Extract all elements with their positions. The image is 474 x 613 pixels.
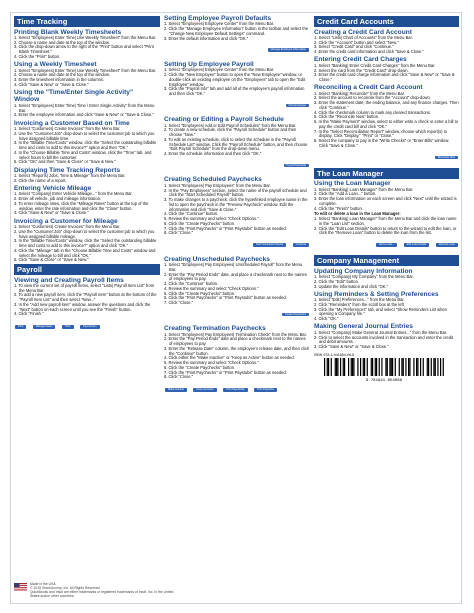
heading-reminders: Using Reminders & Setting Preferences [314,290,439,298]
step-item: 4. Click the checkmark column to mark any cleared transactions. [314,109,431,115]
column-2 [164,15,310,601]
print-paystubs-button-sample: Print Paystubs [254,388,277,391]
step-item: 4. Click either the "Make Inactive" or "Keep as Active" button as needed. [164,355,295,361]
step-item: 3. Enter the default information and click "OK." [164,35,249,41]
step-item: 3. In the "Add new payroll item" window, answer the questions and click the "Next" button on each screen until you see the "Finish" button. [14,301,151,312]
step-item: 3. In the "Billable Time/Costs" window, click the "Select the outstanding billable time and costs to add to this invoice?" option and then "OK." [14,140,157,151]
mileage-rates-button-sample: Mileage Rates [33,325,56,328]
print-button-sample: Print [15,325,26,328]
step-item: 4. Click the "Mileage" tab in the "Choose Billable Time and Costs" window and select the mileage to bill and click "OK." [14,247,156,258]
step-item: 4. Click "Save & New" or "Save & Close." [14,81,89,87]
step-item: 2. Use the "Customer:Job" drop-down to select the customer:job to which you have assigned billable mileage. [14,228,155,239]
start-payroll-button-sample: Start Scheduled Payroll [253,243,286,246]
heading-payroll-schedule: Creating or Editing a Payroll Schedule [164,116,284,124]
step-item: 7. Click "Close." [164,300,194,306]
section-bar-loan-manager: The Loan Manager [314,168,459,179]
steps-loan-manager [314,188,459,212]
step-item: 1. Select "Employees| Pay Employees| Termination Check" from the Menu Bar. [164,331,307,337]
step-item: 1. Select "Employees| Pay Employees" from the Menu Bar. [164,182,271,188]
heading-journal-entries: Making General Journal Entries [314,323,413,331]
step-item: 1. To view the current set of payroll items, select "Lists| Payroll Item List" from the Menu Bar. [14,282,155,293]
heading-reconcile-credit-card: Reconciling a Credit Card Account [314,84,423,92]
steps-single-activity [14,104,160,118]
step-item: 1. Select "Employees| Employee Center" from the Menu Bar. [164,21,275,27]
step-item: 1. Select "Banking| Enter Credit Card Charges" from the Menu Bar. [314,62,436,68]
section-bar-time-tracking: Time Tracking [14,16,160,27]
manage-employee-button-sample: Manage Employee Information [268,48,309,51]
steps-scheduled-paychecks [164,184,310,236]
step-item: 8. Click "Close." [164,374,194,380]
steps-reconcile-credit-card [314,92,459,149]
heading-employee-payroll: Setting Up Employee Payroll [164,60,254,68]
step-item: 5. Click the "Reconcile Now" button. [314,114,380,120]
step-item: 2. Click the "New Employee" button to open the "New Employee" window, or double-click an existing employee on the "Employees" tab to open the "Edit Employee" window. [164,72,306,87]
new-employee-button-sample: New Employee [286,104,309,107]
step-item: 2. Use the "Customer:Job" drop-down to select the customer:job to which you have assigned billable time. [14,130,155,141]
step-item: 5. Review the summary and select "Check Options." [164,216,259,222]
step-item: 2. Click the "Edit" button. [314,278,360,284]
step-item: 6. Click the "Print Paychecks" or "Print Paystubs" button as needed. [164,295,287,301]
step-item: 2. Click the "Manage Employee Information" button in the toolbar and select the "Change New Employee Default Settings" command. [164,26,308,36]
step-item: 1. Select "Employees| Pay Employees| Unscheduled Payroll" from the Menu Bar. [164,262,303,272]
step-item: 2. To add a new payroll item, click the "Payroll Item" button at the bottom of the "Payroll Item List" and then select "New..." [14,292,157,303]
step-item: 5. Click "Save & Close" or "Save & New." [14,257,89,263]
step-item: 4. Click the "Print" button. [14,53,61,59]
step-item: 2. Enter all vehicle, job and mileage information. [14,196,102,202]
step-item: 2. Enter the "Pay Period Ends" date and place a checkmark next to the names of employees to pay. [164,336,306,347]
step-item: 1. Select "Employees| Employee Center" from the Menu Bar. [164,67,275,73]
step-item: 1. Select "Employees| Add or Edit Payroll Schedules" from the Menu Bar. [164,122,297,128]
steps-time-reports [14,174,160,184]
steps-credit-card-account [314,36,459,55]
edit-loan-button-sample: Edit Loan Details [404,243,430,246]
reconcile-now-button-sample: Reconcile Now [435,156,458,159]
trademark-text: QuickBooks and Intuit are either trademarks or registered trademarks of Intuit, Inc. in the United States and/or other countries. [30,589,174,598]
column-1 [14,15,160,601]
steps-payroll-schedule [164,124,310,157]
step-item: 5. Click "OK" and then "Save & Close" or "Save & New." [14,159,116,165]
isbn-number: ISBN 978-1-941854-06-8 [314,352,355,357]
step-item: 3. To enter mileage rates, click the "Mileage Rates" button at the top of the window, enter the rate information and click the "Close" button. [14,200,149,211]
heading-vehicle-mileage: Entering Vehicle Mileage [14,184,92,192]
column-3 [314,15,459,601]
steps-invoice-mileage [14,225,160,263]
step-item: 2. To create a new schedule, click the "Payroll Schedule" button and then choose "New." [164,127,297,138]
step-item: 1. Select "Customers| Create Invoices" from the Menu Bar. [14,224,121,229]
barcode-digits: 9 781941 854068 [365,378,403,382]
step-item: 3. To edit an existing schedule, click to select the schedule in the "Payroll Schedule List" window. Click the "Payroll Schedule" button, and then choose "Edit Payroll Schedule" from the drop-down menu. [164,136,308,152]
section-bar-company-management: Company Management [314,255,459,266]
step-item: 2. Click the "Account" button and select "New." [314,39,399,45]
step-item: 2. Click the "Add a Loan..." button. [314,191,377,197]
step-item: 1. Select "Employees| Enter Time| Use Weekly Timesheet" from the Menu Bar. [14,34,157,40]
step-item: 3. Enter the statement date, the ending balance, and any finance charges. Then click "Continue." [314,100,459,110]
step-item: 4. Click the "Finish" button. [314,205,363,211]
step-item: 7. In the "Select Reconciliation Report" window, choose which report(s) to display. Click "Display," "Print" or "Close." [314,128,448,139]
copyright-text: © 2015 TeachUcomp, Inc. All Rights Reserved. [30,585,101,590]
section-bar-credit-card: Credit Card Accounts [314,16,459,27]
us-flag-icon [14,583,27,591]
add-loan-button-sample: Add a Loan... [376,243,397,246]
step-item: 3. Enter the credit card charge information and click "Save & New" or "Save & Close." [314,72,455,83]
payroll-schedule-button-sample: Payroll Schedule [284,164,309,167]
steps-weekly-timesheet [14,69,160,88]
barcode-image [314,358,454,382]
remove-loan-button-sample: Remove Loan [436,243,458,246]
step-item: 3. Click "Save & New" or "Save & Close." [314,344,389,350]
heading-unscheduled-paychecks: Creating Unscheduled Paychecks [164,255,270,263]
heading-credit-card-account: Creating a Credit Card Account [314,28,412,36]
step-item: 2. In the "Pay Employees" section, select the name of the payroll schedule and click the "Start Scheduled Payroll" button. [164,187,307,198]
step-item: 3. Click the "My Preferences" tab, and select "Show Reminders List when opening a Company file." [314,306,447,317]
made-in-usa: Made in the USA [30,582,56,586]
heading-termination-paychecks: Creating Termination Paychecks [164,325,266,333]
heading-printing-blank-timesheets: Printing Blank Weekly Timesheets [14,28,122,36]
step-item: 1. Select "Company| Make General Journal Entries..." from the Menu Bar. [314,329,448,335]
step-item: 2. Click the name of a report. [14,177,67,183]
step-item: 4. Click "Save & New" or "Save & Close." [14,210,89,216]
make-inactive-button-sample: Make Inactive [165,388,187,391]
step-item: 2. Select the card from the "Credit Card" drop-down. [314,67,409,73]
section-bar-payroll: Payroll [14,264,160,275]
step-item: 8. Click "Close." [164,230,194,236]
steps-payroll-defaults [164,22,310,41]
steps-payroll-items [14,284,160,317]
print-paychecks-button-sample: Print Paychecks [223,388,248,391]
steps-invoice-time [14,127,160,165]
step-item: 1. Select "Customers| Create Invoices" from the Menu Bar. [14,126,121,132]
step-item: 5. Click the "Create Paychecks" button. [164,290,236,296]
step-item: 2. Choose a name and date at the top of the window. [14,72,110,78]
step-item: 2. Click to select the accounts involved in the transaction and enter the credit and debit amounts. [314,334,454,345]
step-item: 2. Enter the "Pay Period Ends" date, and place a checkmark next to the names of employees to pay. [164,271,307,282]
step-item: 3. Select "Credit Card" and click "Continue." [314,44,394,50]
step-item: 3. To make changes to a paycheck, click the hyperlinked employee name in the list to open the paycheck in the "Preview Paycheck" window. Edit the information and click "Save & Close." [164,197,308,212]
step-item: 6. Click the "Create Paychecks" button. [164,220,236,226]
steps-termination-paychecks [164,333,310,381]
steps-edit-loan [314,217,459,236]
steps-unscheduled-paychecks [164,263,310,306]
step-item: 3. Click the "Continue" button. [164,281,219,287]
step-item: 3. Enter the loan information on each screen and click "Next" until the wizard is complete. [314,196,457,206]
steps-credit-card-charges [314,64,459,83]
step-item: 8. Select the company to pay in the "Write Checks" or "Enter Bills" window. Click "Save & Close." [314,138,450,148]
step-item: 1. Select "Banking| Reconcile" from the Menu Bar. [314,90,405,96]
heading-invoice-time: Invoicing a Customer Based on Time [14,119,130,127]
step-item: 3. In the "Billable Time/Costs" window, click the "Select the outstanding billable time and costs to add to this invoice?" option and click "OK." [14,238,157,248]
steps-reminders [314,298,459,322]
heading-edit-loan: To edit or delete a loan in the Loan Manager: [314,211,401,217]
step-item: 2. Choose a name and date at the top of the window. [14,39,110,45]
heading-loan-manager: Using the Loan Manager [314,180,391,188]
step-item: 4. In the "Choose Billable Time and Costs" window, click the "Time" tab, and select hours to bill the customer. [14,149,152,160]
step-item: 1. Select "Banking| Loan Manager" from the Menu Bar and click the loan name in the "Loan List" section. [314,216,457,226]
step-item: 1. Select "Employees| Enter Time| Time / Enter Single Activity" from the Menu Bar. [14,102,155,113]
steps-printing-blank-timesheets [14,36,160,60]
steps-vehicle-mileage [14,192,160,216]
step-item: 2. Click "Reminders" from the scroll box at the left. [314,301,405,307]
step-item: 4. Click "Finish." [14,311,44,317]
steps-company-info [314,275,459,289]
heading-payroll-defaults: Setting Employee Payroll Defaults [164,15,271,22]
step-item: 2. Click the "Edit Loan Details" button to return to the wizard to edit the loan, or click the "Remove Loan" button to delete the loan from the list. [314,225,457,236]
step-item: 7. Click the "Print Paychecks" or "Print Paystubs" button as needed. [164,225,287,231]
steps-employee-payroll [164,68,310,97]
heading-single-activity: Using the "Time/Enter Single Activity" Window [14,89,134,104]
step-item: 4. Review the summary and select "Check Options." [164,285,259,291]
step-item: 2. Select the account to reconcile from the "Account" drop-down. [314,95,431,101]
step-item: 2. Enter the employee information and click "Save & New" or "Save & Close." [14,112,154,118]
heading-invoice-mileage: Invoicing a Customer for Mileage [14,217,118,225]
step-item: 7. Click the "Print Paychecks" or "Print Paystubs" button as needed. [164,369,287,375]
quick-reference-sheet [10,12,462,604]
heading-company-info: Updating Company Information [314,267,413,275]
heading-scheduled-paychecks: Creating Scheduled Paychecks [164,176,262,184]
steps-journal-entries [314,331,459,350]
step-item: 1. Select "Employees| Enter Time| Use Weekly Timesheet" from the Menu Bar. [14,67,157,73]
heading-payroll-items: Viewing and Creating Payroll Items [14,276,124,284]
keep-active-button-sample: Keep as Active [193,388,216,391]
step-item: 5. Review the summary and select "Check Options." [164,360,259,366]
heading-time-reports: Displaying Time Tracking Reports [14,166,121,174]
step-item: 1. Select "Reports| Jobs, Time & Mileage" from the Menu Bar. [14,172,126,178]
payroll-item-button-sample: Payroll Item [80,325,100,328]
step-item: 4. Enter the schedule information and then click "OK." [164,151,262,157]
step-item: 6. Click the "Create Paychecks" button. [164,364,236,370]
step-item: 1. Select "Edit| Preferences..." from the Menu Bar. [314,297,405,303]
step-item: 3. Enter the "Release Date" column, the employee's release date, and then click the "Continue" button. [164,345,310,356]
step-item: 6. In the "Make Payment" window, select to either write a check or enter a bill to pay the credit card bill and click "OK." [314,119,458,129]
step-item: 1. Select "Banking| Loan Manager" from the Menu Bar. [314,186,414,192]
step-item: 1. Select "Company| Enter Vehicle Mileage..." from the Menu Bar. [14,191,133,197]
step-item: 3. Update the information and click "OK." [314,283,389,289]
create-paychecks-button-sample: Create Paychecks [282,313,309,316]
step-item: 4. Click "OK." [314,316,339,322]
continue-button-sample: Continue [293,243,309,246]
step-item: 4. Enter the credit card information and click "Save & Close." [314,49,424,55]
time-tab-sample: Time [62,325,74,328]
heading-weekly-timesheet: Using a Weekly Timesheet [14,61,97,69]
step-item: 3. Click the "Payroll Info" tab and add all of the employee's payroll information and then click "OK." [164,86,305,97]
step-item: 3. Click the drop-down arrow to the right of the "Print" button and select "Print Blank Timesheet." [14,44,154,55]
heading-credit-card-charges: Entering Credit Card Charges [314,56,407,64]
step-item: 4. Click the "Continue" button. [164,211,219,217]
step-item: 1. Select "Company| My Company" from the Menu Bar. [314,274,414,280]
step-item: 1. Select "Lists| Chart of Accounts" from the Menu Bar. [314,34,413,40]
step-item: 3. Enter the timesheet information in the columns. [14,77,105,83]
